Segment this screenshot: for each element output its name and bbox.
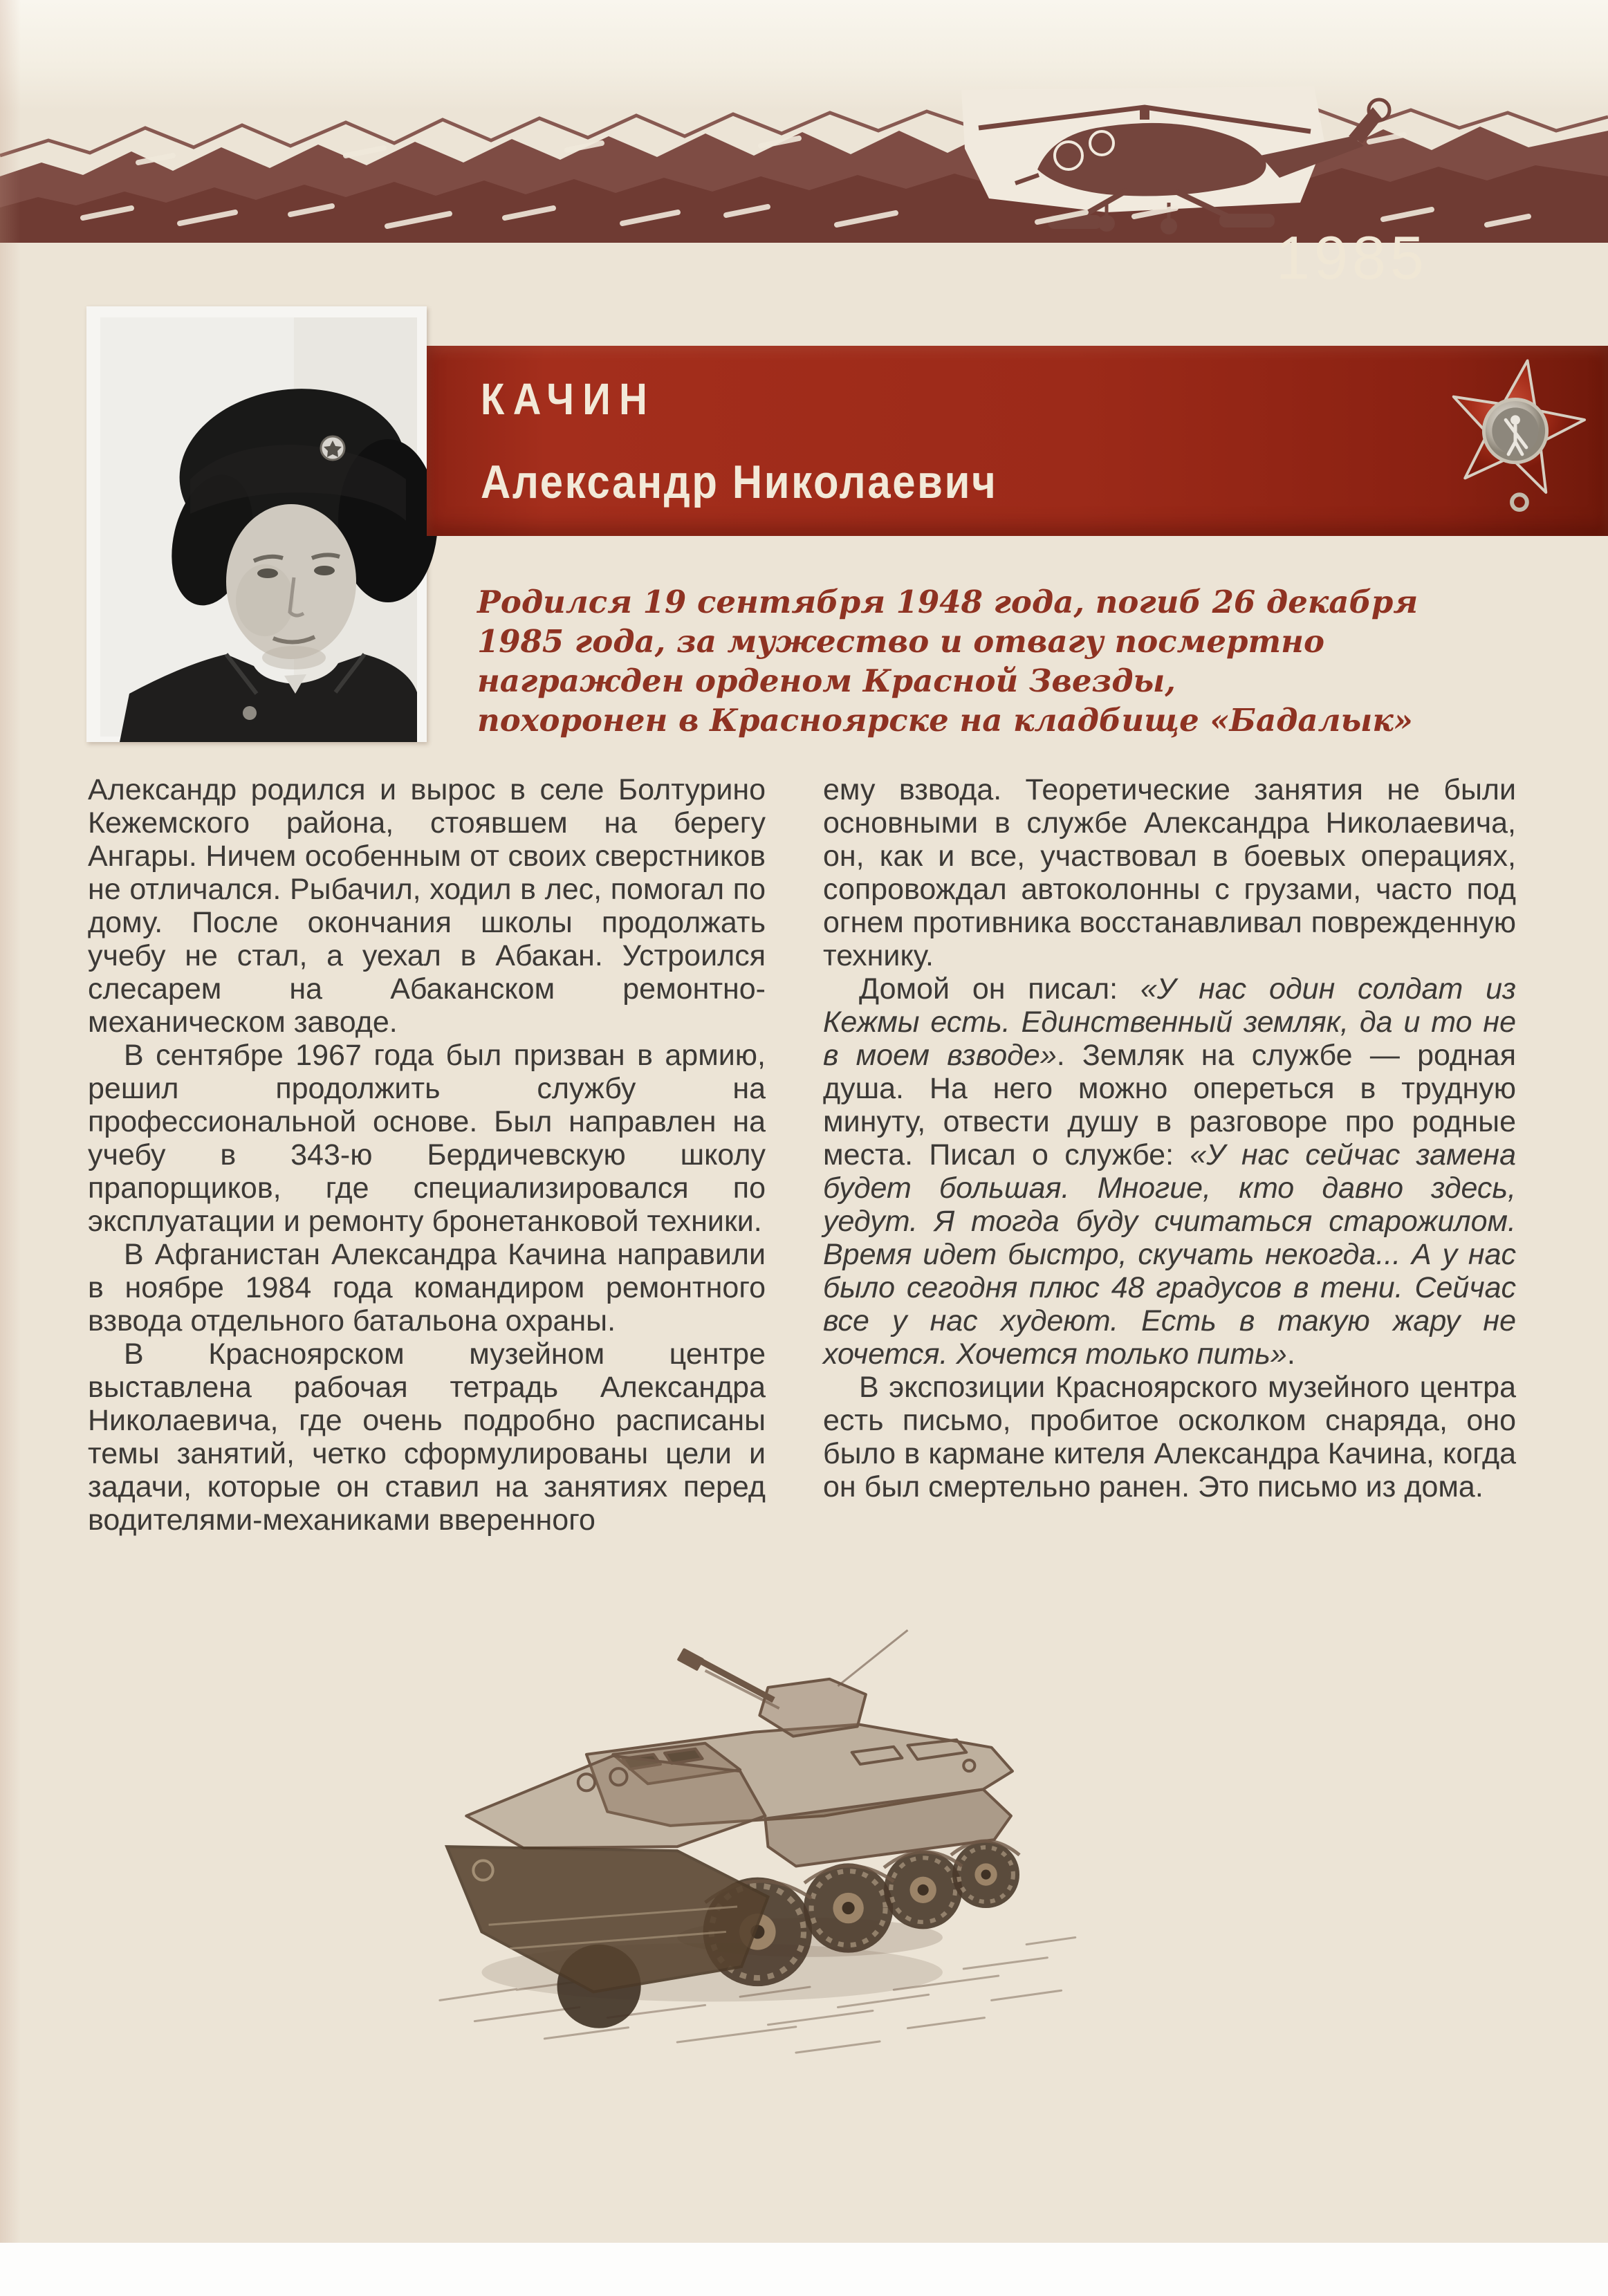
year-label: 1985 [1276, 223, 1428, 292]
paragraph-text: В экспозиции Красноярского музейного центра есть письмо, пробитое осколком снаряда, оно было в кармане кителя Александра Качина, когда он был смертельно ранен. Это письмо из дома. [823, 1371, 1516, 1503]
given-names: Александр Николаевич [481, 456, 998, 508]
paragraph-text: Александр родился и вырос в селе Болтурино Кежемского района, стоявшем на берегу Ангары. Ничем особенным от своих сверстников не отличался. Рыбачил, ходил в лес, помогал по дому. После окончания школы продолжать учебу не стал, а уехал в Абакан. Устроился слесарем на Абаканском ремонтно-механическом заводе. [88, 773, 766, 1039]
paragraph-text: . Земляк на службе — родная душа. На него можно опереться в трудную минуту, отвести душу в разговоре про родные места. Писал о службе: [823, 1039, 1516, 1172]
article-paragraph [823, 1371, 1516, 1503]
article-column-right [823, 773, 1516, 1503]
article-paragraph [823, 972, 1516, 1371]
paragraph-text: ему взвода. Теоретические занятия не были основными в службе Александра Николаевича, он, как и все, участвовал в боевых операциях, сопровождал автоколонны с грузами, часто под огнем противника восстанавливал поврежденную технику. [823, 773, 1516, 972]
paragraph-text: В Красноярском музейном центре выставлена рабочая тетрадь Александра Николаевича, где очень подробно расписаны темы занятий, четко сформулированы цели и задачи, которые он ставил на занятиях перед водителями-механиками вверенного [88, 1337, 766, 1537]
article-paragraph [823, 773, 1516, 972]
intro-line: 1985 года, за мужество и отвагу посмертно [477, 623, 1324, 660]
intro-text [477, 582, 1418, 740]
quoted-letter-text: «У нас один солдат из Кежмы есть. Единственный земляк, да и то не в моем взводе» [823, 972, 1516, 1072]
quoted-letter-text: «У нас сейчас замена будет большая. Многие, кто давно здесь, уедут. Я тогда буду считаться старожилом. Время идет быстро, скучать некогда... А у нас было сегодня плюс 48 градусов в тени. Сейчас все у нас худеют. Есть в такую жару не хочется. Хочется только пить» [823, 1138, 1516, 1371]
order-of-red-star-icon [1440, 354, 1591, 526]
article-paragraph [88, 1238, 766, 1337]
intro-line: награжден орденом Красной Звезды, [477, 663, 1176, 699]
intro-line: Родился 19 сентября 1948 года, погиб 26 декабря [477, 584, 1418, 620]
btr-sketch [377, 1604, 1089, 2061]
article-column-left [88, 773, 766, 1537]
article-paragraph [88, 773, 766, 1039]
intro-line: похоронен в Красноярске на кладбище «Бадалык» [477, 702, 1413, 739]
medal-loop [1512, 494, 1527, 510]
name-banner [427, 346, 1608, 536]
page-bottom-edge [0, 2243, 1608, 2296]
paragraph-text: В сентябре 1967 года был призван в армию, решил продолжить службу на профессиональной основе. Был направлен на учебу в 343-ю Бердичевскую школу прапорщиков, где специализировался по эксплуатации и ремонту бронетанковой техники. [88, 1039, 766, 1238]
article-paragraph [88, 1039, 766, 1238]
article-paragraph [88, 1337, 766, 1537]
mountains-illustration [0, 59, 1608, 292]
year-banner [0, 59, 1608, 292]
paragraph-text: Домой он писал: [859, 972, 1140, 1006]
paragraph-text: . [1286, 1337, 1295, 1371]
paragraph-text: В Афганистан Александра Качина направили в ноябре 1984 года командиром ремонтного взвода отдельного батальона охраны. [88, 1238, 766, 1337]
btr-80-apc-icon [377, 1604, 1089, 2061]
soldier-portrait-illustration [86, 306, 427, 742]
surname: КАЧИН [481, 374, 656, 424]
page-left-shadow [0, 0, 21, 2243]
portrait-photo [86, 306, 427, 742]
